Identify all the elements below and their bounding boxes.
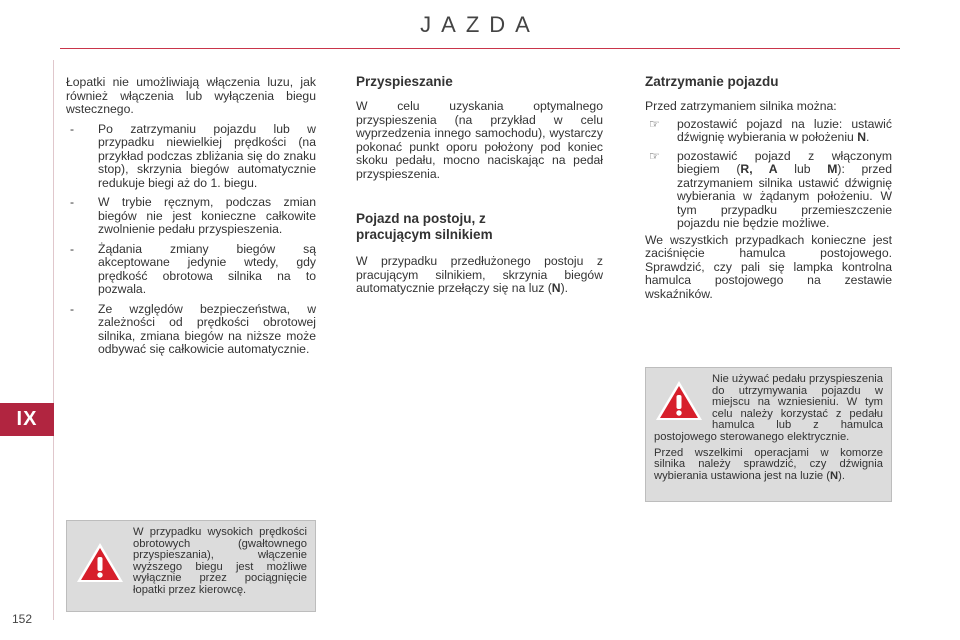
pointing-hand-icon: ☞ xyxy=(649,116,660,131)
stopping-list xyxy=(645,118,892,231)
warning-icon xyxy=(654,376,704,424)
list-item: - Ze względów bezpieczeństwa, w zależności od prędkości obrotowej silnika, zmiana biegów na niższe może odbywać się całkowicie automatycznie. xyxy=(70,301,316,356)
warning-icon xyxy=(75,537,125,587)
heading-stopping: Zatrzymanie pojazdu xyxy=(645,74,779,89)
dash-marker: - xyxy=(70,241,75,256)
dash-marker: - xyxy=(70,195,75,209)
stopping-intro: Przed zatrzymaniem silnika można: xyxy=(645,99,837,113)
acceleration-text: W celu uzyskania optymalnego przyspieszenia (na przykład w celu wyprzedzenia innego samochodu), wystarczy pokonać punkt oporu położony pod koniec skoku pedału, mocno naciskając na pedał przyspieszenia. xyxy=(356,99,603,181)
stopping-outro: We wszystkich przypadkach konieczne jest zaciśnięcie hamulca postojowego. Sprawdzić, czy pali się lampka kontrolna hamulca postojowego na zestawie wskaźników. xyxy=(645,232,892,301)
idle-engine-text: W przypadku przedłużonego postoju z pracującym silnikiem, skrzynia biegów automatycznie przełączy się na luz (N). xyxy=(356,254,603,295)
list-item: - Po zatrzymaniu pojazdu lub w przypadku niewielkiej prędkości (na przykład podczas zbliżania się do znaku stop), skrzynia biegów automatycznie redukuje biegi aż do 1. biegu. xyxy=(70,121,316,190)
column-stopping xyxy=(645,74,892,307)
list-item: ☞ pozostawić pojazd na luzie: ustawić dźwignię wybierania w położeniu N. xyxy=(649,116,892,144)
warning-box-right xyxy=(645,367,892,502)
side-divider xyxy=(53,60,54,620)
column-gear-paddles xyxy=(66,76,316,363)
column-acceleration xyxy=(356,74,603,302)
list-item: ☞ pozostawić pojazd z włączonym biegiem (R, A lub M): przed zatrzymaniem silnika ustawić dźwignię wybierania w żądanym położeniu. W tym przypadku przemieszczenie pojazdu nie będzie możliwe. xyxy=(649,148,892,230)
list-item: - W trybie ręcznym, podczas zmian biegów nie jest konieczne całkowite zwolnienie pedału przyspieszenia. xyxy=(70,195,316,236)
paddles-intro: Łopatki nie umożliwiają włączenia luzu, jak również włączenia lub wyłączenia biegu wstecznego. xyxy=(66,75,316,116)
list-item: - Żądania zmiany biegów są akceptowane jedynie wtedy, gdy prędkość obrotowa silnika na to pozwala. xyxy=(70,241,316,296)
warning-right-text-1: Nie używać pedału przyspieszenia do utrzymywania pojazdu w miejscu na wzniesieniu. W tym celu należy korzystać z pedału hamulca lub z hamulca postojowego sterowanego elektrycznie. xyxy=(654,373,884,443)
page-title: JAZDA xyxy=(420,12,540,37)
warning-left-text: W przypadku wysokich prędkości obrotowych (gwałtownego przyspieszania), włączenie wyższego biegu jest możliwe wyłącznie przez pociągnięcie łopatki przez kierowcę. xyxy=(133,526,307,596)
chapter-tab[interactable]: IX xyxy=(0,403,54,436)
dash-marker: - xyxy=(70,121,75,136)
dash-marker: - xyxy=(70,301,75,316)
header-divider xyxy=(60,48,900,49)
pointing-hand-icon: ☞ xyxy=(649,148,660,163)
warning-box-left xyxy=(66,520,316,612)
page-number: 152 xyxy=(12,612,33,626)
heading-acceleration: Przyspieszanie xyxy=(356,74,453,89)
heading-idle-engine: Pojazd na postoju, z pracującym silnikiem xyxy=(356,211,493,242)
paddles-list xyxy=(66,123,316,357)
warning-right-text-2: Przed wszelkimi operacjami w komorze silnika należy sprawdzić, czy dźwignia wybierania ustawiona jest na luzie (N). xyxy=(654,446,883,482)
